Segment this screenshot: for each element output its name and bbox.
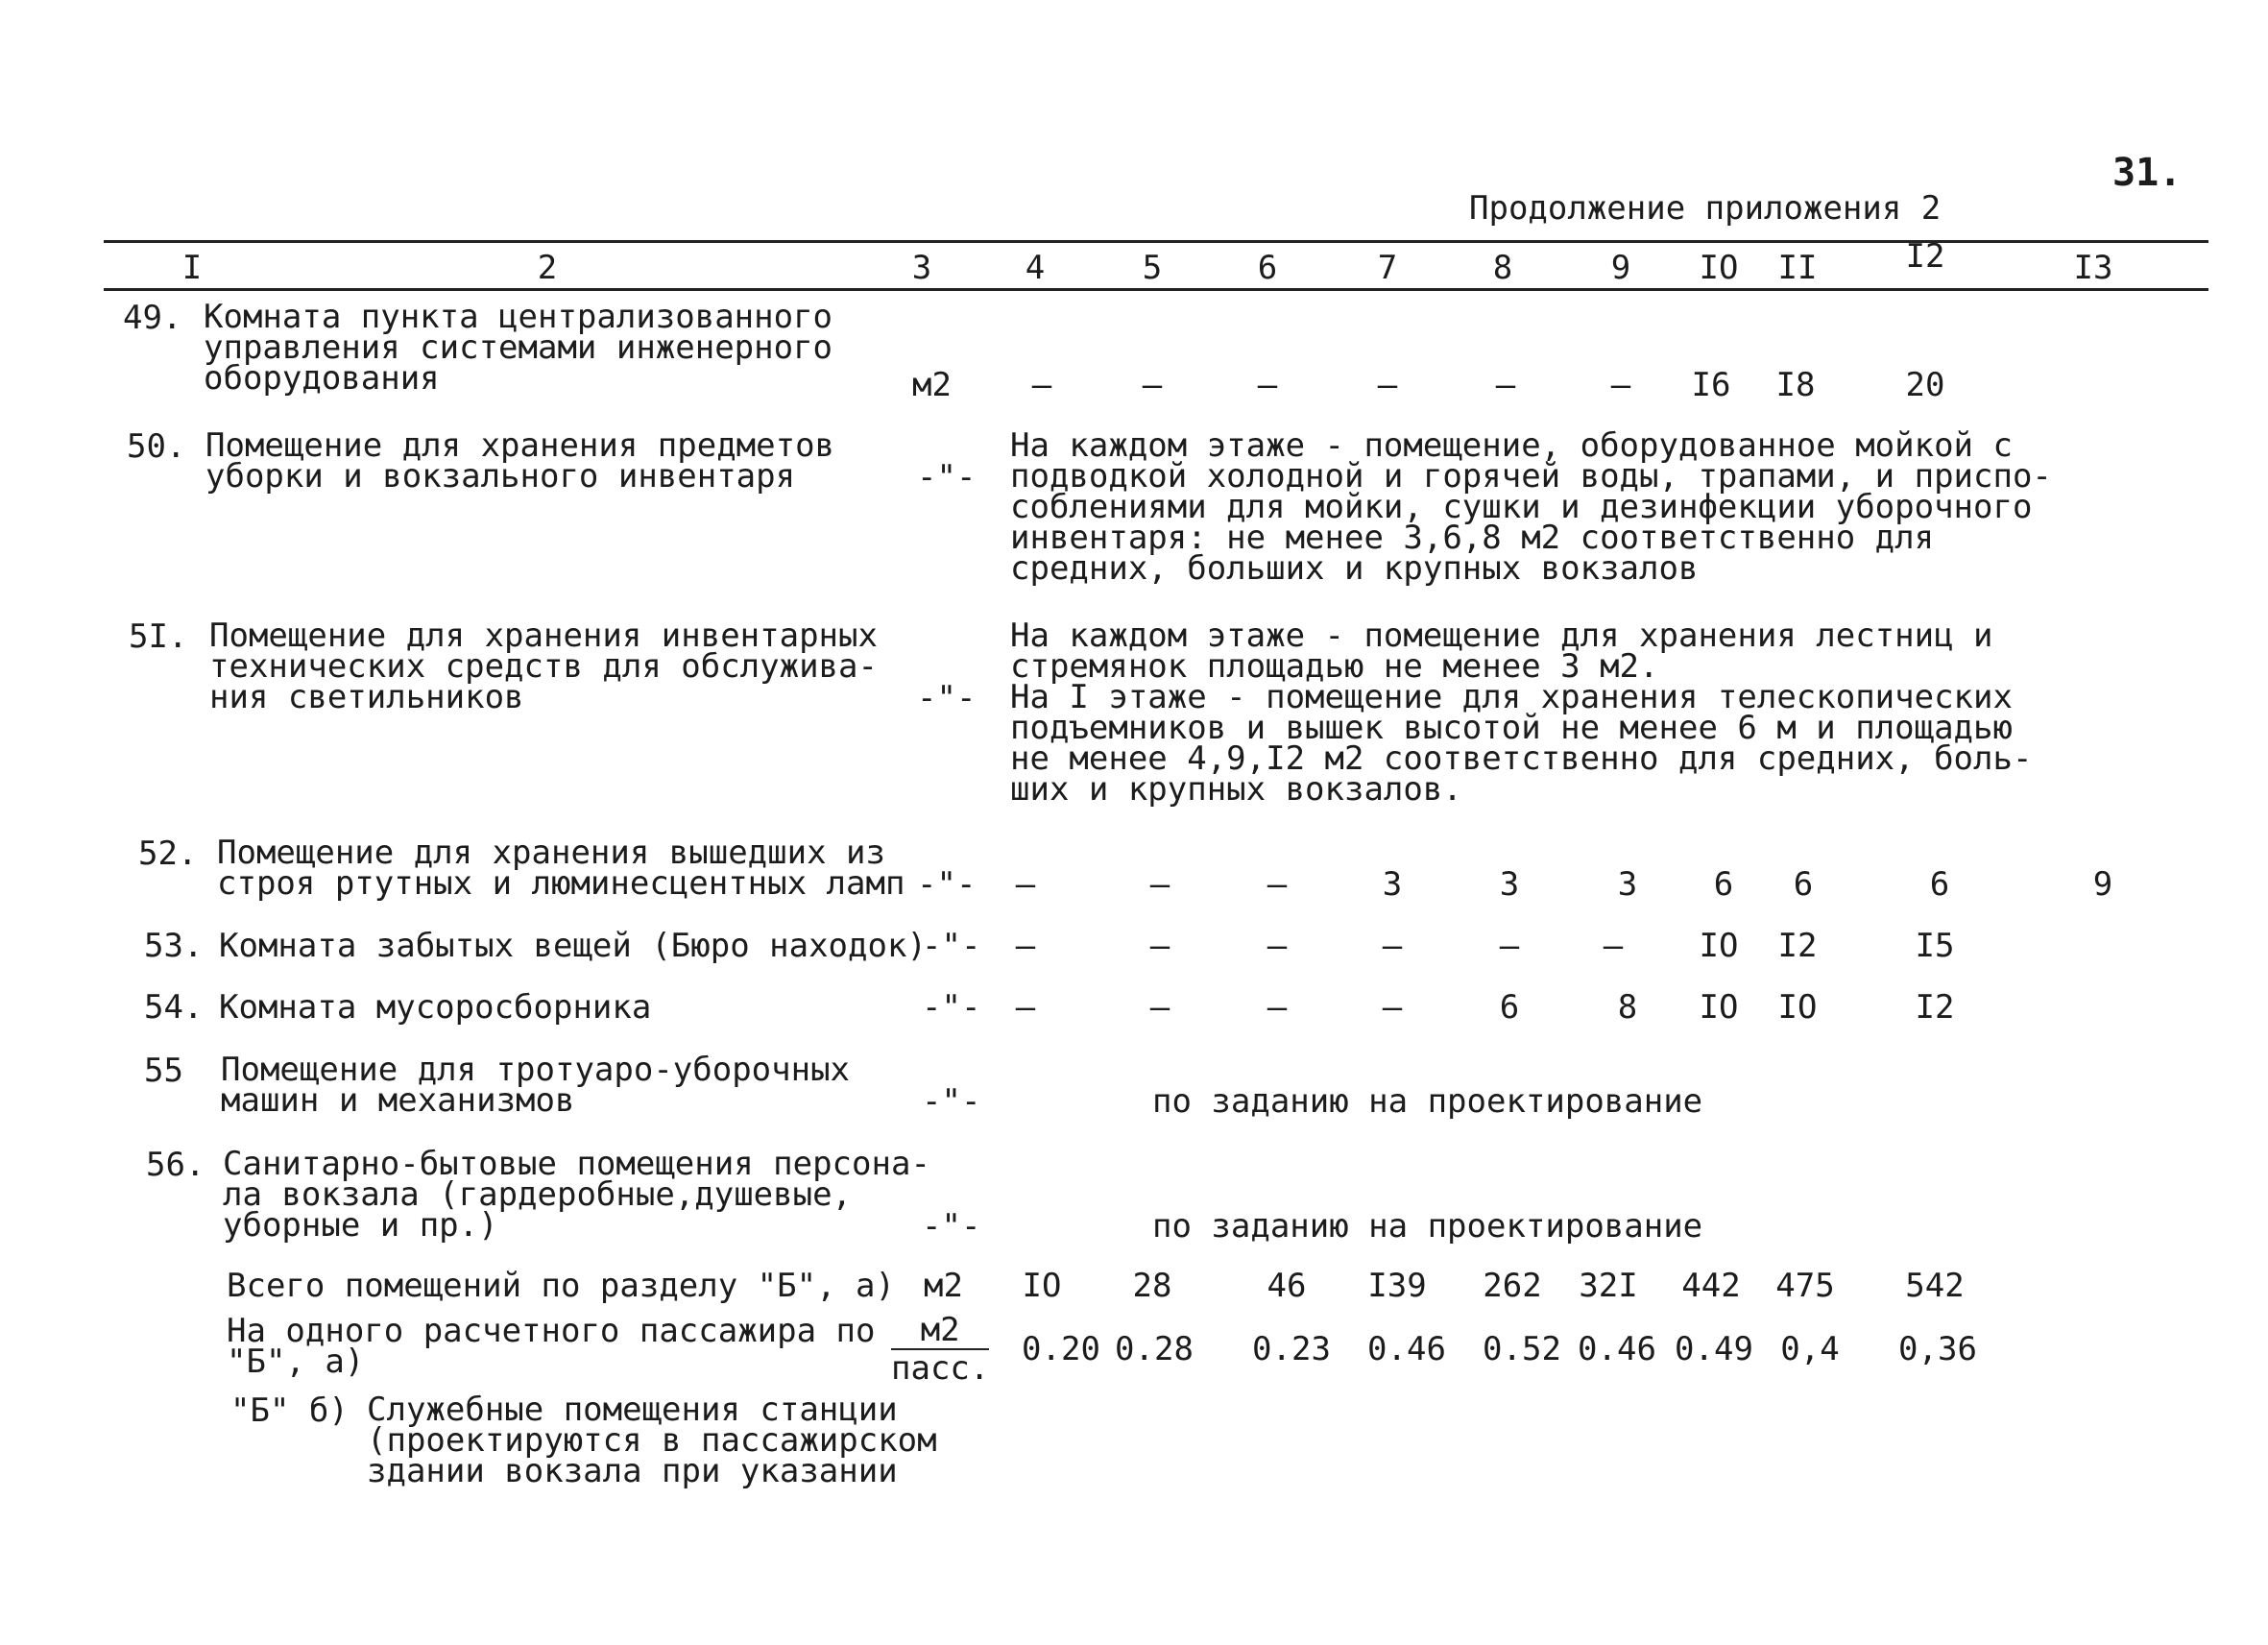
row-number: 49. <box>123 299 182 337</box>
per-passenger-label: На одного расчетного пассажира по "Б", а) <box>227 1312 876 1381</box>
cell-value: 3 <box>1382 865 1403 904</box>
col-header-4: 4 <box>1025 249 1046 287</box>
unit-fraction <box>891 1311 990 1388</box>
col-header-2: 2 <box>537 249 558 287</box>
totals-label: Всего помещений по разделу "Б", а) <box>227 1267 895 1305</box>
col-header-5: 5 <box>1142 249 1163 287</box>
row-note: по заданию на проектирование <box>1152 1082 1703 1121</box>
row-name: Санитарно-бытовые помещения персона- ла вокзала (гардеробные,душевые, уборные и пр.) <box>223 1145 930 1245</box>
col-header-9: 9 <box>1610 249 1631 287</box>
cell-value: – <box>1149 865 1170 904</box>
table-header-rule <box>104 288 2208 291</box>
row-note: На каждом этаже - помещение для хранения лестниц и стремянок площадью не менее 3 м2. На I этаже - помещение для хранения телескопических подъемников и вышек высотой не менее 6 м и площадью не менее 4,9,I2 м2 соответственно для средних, боль- ших и крупных вокзалов. <box>1010 617 2033 809</box>
row-name: Помещение для хранения предметов уборки и вокзального инвентаря <box>205 426 835 496</box>
row-name: Комната пункта централизованного управления системами инженерного оборудования <box>204 298 833 398</box>
col-header-10: IO <box>1699 249 1739 287</box>
row-note: На каждом этаже - помещение, оборудованное мойкой с подводкой холодной и горячей воды, трапами, и приспо- соблениями для мойки, сушки и дезинфекции уборочного инвентаря: не менее 3,6,8 м2 соответственно для средних, больших и крупных вокзалов <box>1010 426 2052 588</box>
row-number: 52. <box>138 835 198 873</box>
row-unit: -"- <box>922 988 981 1027</box>
row-unit: -"- <box>922 1082 981 1121</box>
cell-value: – <box>1495 366 1516 404</box>
row-unit: -"- <box>917 865 977 904</box>
cell-value: 0.20 <box>1022 1330 1100 1368</box>
cell-value: 0,36 <box>1898 1330 1977 1368</box>
cell-value: – <box>1257 366 1278 404</box>
row-name: Комната мусоросборника <box>219 988 652 1027</box>
cell-value: – <box>1610 366 1631 404</box>
cell-value: 20 <box>1905 366 1945 404</box>
row-name: Комната забытых вещей (Бюро находок) <box>219 927 927 965</box>
row-name: Помещение для хранения инвентарных технических средств для обслужива- ния светильников <box>209 617 878 716</box>
cell-value: IO <box>1022 1267 1062 1305</box>
row-unit: -"- <box>917 679 977 717</box>
cell-value: – <box>1149 988 1170 1027</box>
cell-value: 0,4 <box>1780 1330 1840 1368</box>
col-header-7: 7 <box>1377 249 1398 287</box>
cell-value: 0.46 <box>1367 1330 1446 1368</box>
cell-value: 0.52 <box>1483 1330 1561 1368</box>
cell-value: 32I <box>1579 1267 1638 1305</box>
cell-value: – <box>1603 927 1624 965</box>
page-number: 31. <box>2112 151 2183 195</box>
cell-value: – <box>1149 927 1170 965</box>
totals-unit: м2 <box>924 1267 963 1305</box>
cell-value: 262 <box>1483 1267 1542 1305</box>
cell-value: – <box>1142 366 1163 404</box>
cell-value: 46 <box>1267 1267 1307 1305</box>
cell-value: 0.46 <box>1578 1330 1656 1368</box>
cell-value: I8 <box>1775 366 1816 404</box>
col-header-3: 3 <box>911 249 932 287</box>
cell-value: IO <box>1777 988 1818 1027</box>
cell-value: I2 <box>1777 927 1818 965</box>
row-unit: -"- <box>917 458 977 496</box>
cell-value: IO <box>1699 927 1739 965</box>
col-header-12: I2 <box>1905 237 1945 276</box>
row-name: Помещение для тротуаро-уборочных машин и механизмов <box>221 1051 851 1120</box>
row-number: 53. <box>144 927 204 965</box>
row-unit: м2 <box>912 366 952 404</box>
cell-value: 542 <box>1905 1267 1965 1305</box>
cell-value: I2 <box>1915 988 1955 1027</box>
col-header-11: II <box>1777 249 1818 287</box>
cell-value: 3 <box>1617 865 1638 904</box>
cell-value: – <box>1015 927 1036 965</box>
col-header-8: 8 <box>1492 249 1513 287</box>
row-unit: -"- <box>922 1207 981 1246</box>
cell-value: 3 <box>1499 865 1520 904</box>
cell-value: I5 <box>1915 927 1955 965</box>
unit-denominator: пасс. <box>891 1349 990 1388</box>
cell-value: – <box>1015 988 1036 1027</box>
cell-value: 6 <box>1793 865 1814 904</box>
section-b-prefix: "Б" б) <box>230 1391 349 1430</box>
row-name: Помещение для хранения вышедших из строя ртутных и люминесцентных ламп <box>217 834 905 903</box>
cell-value: I6 <box>1691 366 1731 404</box>
col-header-6: 6 <box>1257 249 1278 287</box>
row-number: 50. <box>127 427 186 466</box>
cell-value: – <box>1031 366 1052 404</box>
row-number: 56. <box>146 1146 205 1184</box>
row-number: 5I. <box>129 617 188 656</box>
table-top-rule <box>104 240 2208 243</box>
cell-value: – <box>1267 988 1288 1027</box>
cell-value: 8 <box>1617 988 1638 1027</box>
row-number: 54. <box>144 988 204 1027</box>
col-header-13: I3 <box>2073 249 2113 287</box>
cell-value: 6 <box>1713 865 1734 904</box>
cell-value: 442 <box>1681 1267 1741 1305</box>
cell-value: – <box>1377 366 1398 404</box>
page-heading: Продолжение приложения 2 <box>1469 189 1942 228</box>
cell-value: I39 <box>1367 1267 1427 1305</box>
cell-value: IO <box>1699 988 1739 1027</box>
cell-value: 0.28 <box>1115 1330 1194 1368</box>
cell-value: – <box>1015 865 1036 904</box>
cell-value: – <box>1499 927 1520 965</box>
row-unit: -"- <box>922 927 981 965</box>
cell-value: 9 <box>2092 865 2113 904</box>
col-header-1: I <box>181 249 203 287</box>
unit-numerator: м2 <box>891 1314 989 1350</box>
cell-value: 6 <box>1929 865 1950 904</box>
section-b-text: Служебные помещения станции (проектируются в пассажирском здании вокзала при указании <box>367 1391 937 1490</box>
cell-value: – <box>1382 927 1403 965</box>
row-number: 55 <box>144 1052 183 1090</box>
cell-value: – <box>1267 865 1288 904</box>
cell-value: 28 <box>1132 1267 1172 1305</box>
cell-value: 6 <box>1499 988 1520 1027</box>
cell-value: 475 <box>1775 1267 1835 1305</box>
cell-value: – <box>1382 988 1403 1027</box>
cell-value: 0.49 <box>1675 1330 1753 1368</box>
cell-value: – <box>1267 927 1288 965</box>
cell-value: 0.23 <box>1252 1330 1331 1368</box>
row-note: по заданию на проектирование <box>1152 1207 1703 1246</box>
